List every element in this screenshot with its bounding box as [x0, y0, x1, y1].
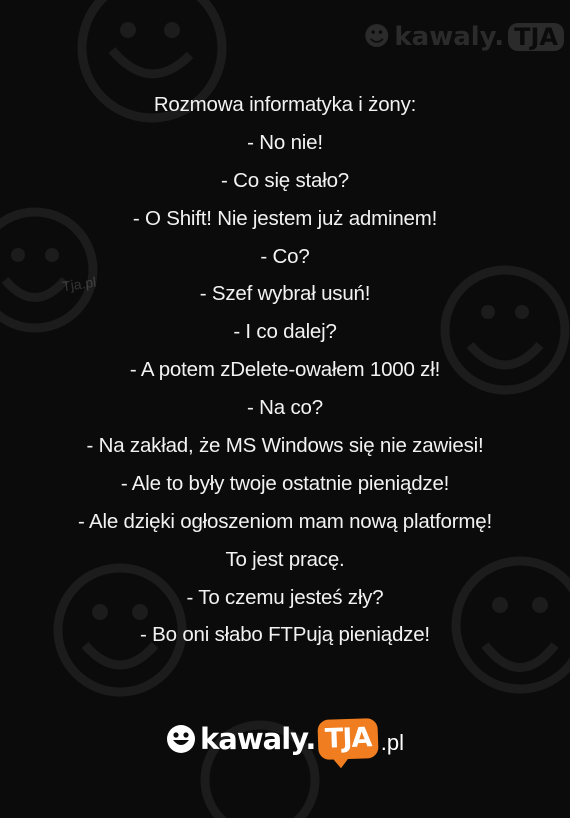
- brand-tja-badge: TJA: [318, 718, 380, 760]
- joke-line: - A potem zDelete-owałem 1000 zł!: [129, 358, 441, 382]
- smiley-face-icon: ☻: [363, 22, 391, 52]
- joke-line: Rozmowa informatyka i żony:: [153, 93, 417, 116]
- brand-logo[interactable]: [0, 719, 570, 759]
- joke-line: - Co?: [260, 244, 310, 268]
- joke-line: - O Shift! Nie jestem już adminem!: [132, 206, 438, 230]
- joke-line: - Co się stało?: [220, 168, 350, 192]
- joke-line: - I co dalej?: [233, 320, 337, 344]
- joke-line: - Ale to były twoje ostatnie pieniądze!: [120, 471, 450, 495]
- joke-line: - To czemu jesteś zły?: [186, 585, 384, 609]
- watermark-logo: [363, 22, 564, 52]
- joke-line: - Szef wybrał usuń!: [199, 282, 371, 306]
- joke-line: - No nie!: [247, 130, 323, 154]
- joke-text: [0, 86, 570, 654]
- brand-suffix: .pl: [380, 730, 405, 755]
- joke-line: - Bo oni słabo FTPują pieniądze!: [140, 623, 430, 647]
- brand-name: kawaly.: [199, 722, 316, 756]
- joke-line: - Na zakład, że MS Windows się nie zawiesi!: [86, 434, 484, 458]
- joke-line: - Ale dzięki ogłoszeniom mam nową platformę!: [78, 509, 492, 533]
- smiley-face-icon: [166, 724, 196, 754]
- joke-line: - Na co?: [247, 396, 323, 420]
- watermark-tja: TJA: [508, 23, 564, 51]
- watermark-small: Tja.pl: [61, 273, 98, 295]
- joke-line: To jest pracę.: [225, 547, 345, 571]
- watermark-name: kawaly.: [394, 22, 505, 52]
